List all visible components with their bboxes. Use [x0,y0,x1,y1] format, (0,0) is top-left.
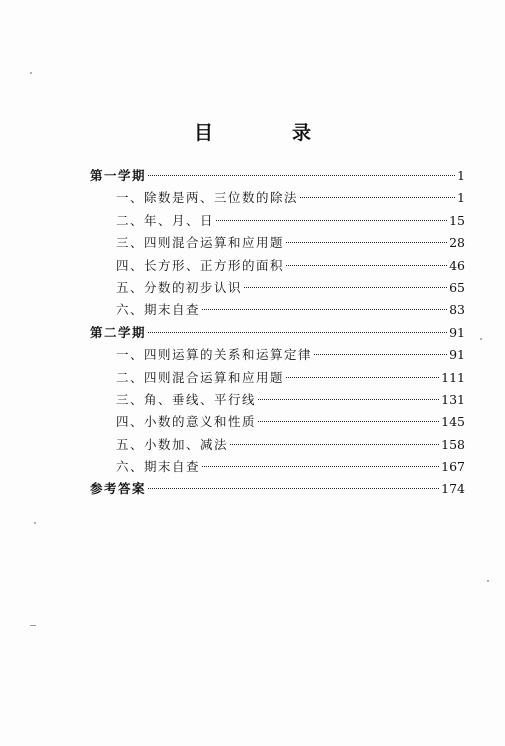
toc-entry-label: 二、年、月、日 [116,212,215,228]
toc-entry-label: 四、长方形、正方形的面积 [116,257,285,273]
toc-chapter-entry [90,389,465,411]
toc-chapter-entry [90,434,465,456]
scan-speck [487,580,489,582]
toc-page-number: 174 [441,481,465,497]
dot-leader [286,377,439,378]
toc-entry-label: 三、四则混合运算和应用题 [116,235,285,251]
dot-leader [258,421,439,422]
toc-entry-label: 三、角、垂线、平行线 [116,391,257,407]
toc-page-number: 145 [441,414,465,430]
dot-leader [244,287,447,288]
toc-entry-label: 五、小数加、减法 [116,436,229,452]
toc-entry-label: 四、小数的意义和性质 [116,414,257,430]
toc-entry-label: 二、四则混合运算和应用题 [116,369,285,385]
dot-leader [314,354,447,355]
toc-page-number: 15 [449,212,465,228]
toc-page-number: 131 [441,391,465,407]
toc-page-number: 46 [449,257,465,273]
dot-leader [148,332,447,333]
toc-entry-label: 第一学期 [90,168,147,183]
dot-leader [148,175,455,176]
dot-leader [230,444,439,445]
toc-chapter-entry [90,255,465,277]
toc-section-entry [90,165,465,187]
toc-section-entry [90,478,465,500]
toc-page-number: 65 [449,279,465,295]
dot-leader [216,220,447,221]
toc-entry-label: 一、四则运算的关系和运算定律 [116,347,313,363]
toc-entry-label: 参考答案 [90,481,147,497]
toc-page-number: 1 [457,190,465,206]
dot-leader [300,197,455,198]
toc-chapter-entry [90,367,465,389]
toc-chapter-entry [90,456,465,478]
toc-chapter-entry [90,344,465,366]
toc-section-entry [90,322,465,344]
toc-chapter-entry [90,277,465,299]
toc-entry-label: 一、除数是两、三位数的除法 [116,190,299,206]
toc-page-number: 111 [441,369,465,385]
toc-page-number: 1 [457,168,465,183]
scan-speck [30,625,36,626]
toc-page-number: 91 [449,324,465,340]
toc-chapter-entry [90,210,465,232]
scan-speck [34,522,36,524]
toc-page-number: 167 [441,459,465,475]
dot-leader [202,466,439,467]
toc-entry-label: 第二学期 [90,324,147,340]
toc-chapter-entry [90,232,465,254]
toc-entry-label: 五、分数的初步认识 [116,279,243,295]
dot-leader [286,242,447,243]
toc-page-number: 158 [441,436,465,452]
scan-speck [30,72,32,74]
toc-page-number: 83 [449,302,465,318]
toc-page-number: 91 [449,347,465,363]
dot-leader [286,265,447,266]
dot-leader [258,399,439,400]
toc-entry-label: 六、期末自查 [116,459,201,475]
toc-entry-label: 六、期末自查 [116,302,201,318]
page-title: 目 录 [193,122,341,144]
scan-speck [480,338,482,340]
dot-leader [202,309,447,310]
toc-chapter-entry [90,187,465,209]
toc-page-number: 28 [449,235,465,251]
toc-chapter-entry [90,299,465,321]
dot-leader [148,488,439,489]
toc-chapter-entry [90,411,465,433]
table-of-contents [90,165,465,501]
